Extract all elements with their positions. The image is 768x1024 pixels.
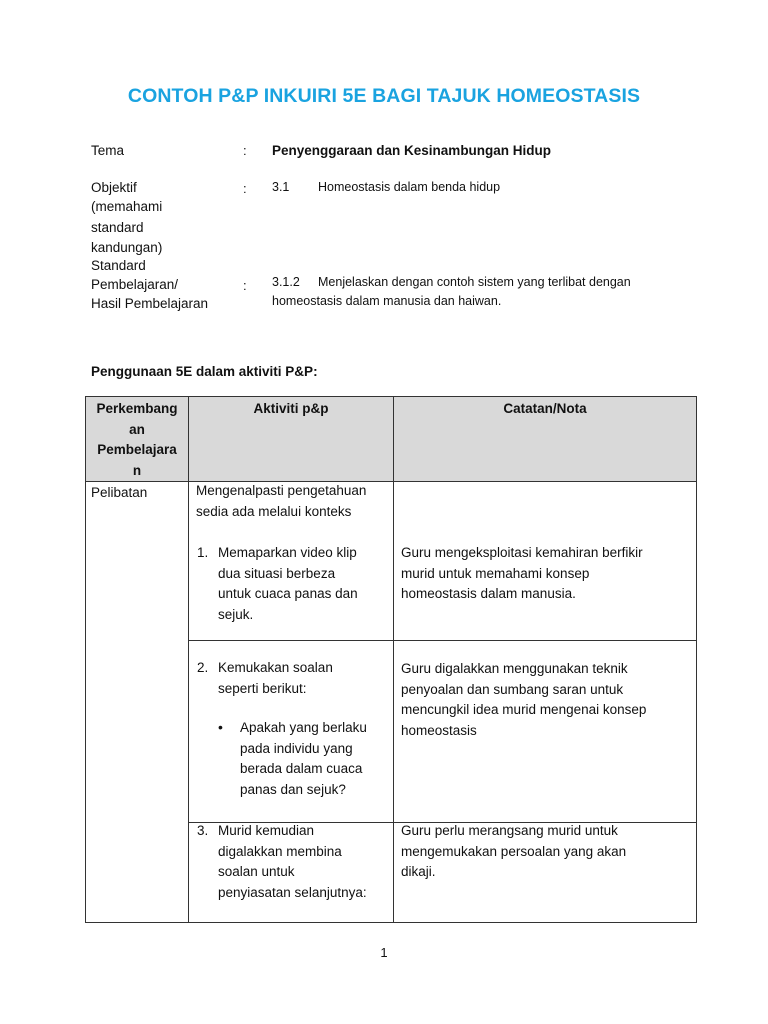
objektif-colon: : — [243, 181, 247, 196]
header-catatan — [394, 397, 697, 482]
note-line: mengemukakan persoalan yang akan — [401, 843, 627, 859]
standard-label-line: Hasil Pembelajaran — [91, 296, 209, 311]
bullet-line: Apakah yang berlaku — [240, 720, 367, 735]
step-line: Kemukakan soalan — [218, 660, 333, 675]
table-row — [86, 482, 697, 641]
page-title: CONTOH P&P INKUIRI 5E BAGI TAJUK HOMEOSTASIS — [127, 85, 641, 107]
step-2-text — [218, 658, 333, 699]
bullet-icon: • — [218, 719, 223, 735]
page-number: 1 — [380, 945, 388, 960]
bullet-line: pada individu yang — [240, 740, 353, 756]
note-cell — [394, 641, 697, 823]
header-line: an — [129, 421, 145, 437]
standard-value-line: Menjelaskan dengan contoh sistem yang terlibat dengan — [318, 275, 631, 289]
header-line: n — [132, 462, 142, 478]
activity-cell — [189, 641, 394, 823]
header-line: Pembelajara — [97, 442, 177, 457]
step-line: penyiasatan selanjutnya: — [218, 884, 367, 900]
step-line: sejuk. — [218, 606, 254, 622]
step-line: untuk cuaca panas dan — [218, 586, 358, 601]
table-header-row — [86, 397, 697, 482]
header-aktiviti — [189, 397, 394, 482]
step-line: Murid kemudian — [218, 823, 315, 838]
header-line: Aktiviti p&p — [253, 401, 329, 416]
note-3-text — [401, 821, 626, 883]
objektif-label-line: standard — [91, 220, 144, 235]
step-2-bullet-text — [240, 718, 367, 800]
step-3-text — [218, 821, 367, 903]
step-line: Memaparkan video klip — [218, 545, 357, 560]
note-line: homeostasis — [401, 722, 477, 738]
standard-colon: : — [243, 278, 247, 293]
activity-table — [85, 396, 697, 923]
step-number: 1. — [197, 545, 209, 560]
objektif-label-line: (memahami — [91, 199, 163, 214]
tema-value: Penyenggaraan dan Kesinambungan Hidup — [272, 143, 552, 158]
objektif-value: Homeostasis dalam benda hidup — [318, 180, 501, 194]
header-line: Catatan/Nota — [503, 401, 587, 416]
step-line: dua situasi berbeza — [218, 565, 336, 581]
objektif-label-line: Objektif — [91, 180, 137, 195]
intro-text — [196, 481, 366, 522]
note-line: homeostasis dalam manusia. — [401, 586, 576, 601]
note-line: murid untuk memahami konsep — [401, 565, 590, 581]
standard-code: 3.1.2 — [272, 275, 300, 289]
step-1-text — [218, 543, 358, 625]
step-number: 2. — [197, 660, 209, 675]
note-line: mencungkil idea murid mengenai konsep — [401, 702, 647, 717]
tema-colon: : — [243, 143, 247, 158]
bullet-line: panas dan sejuk? — [240, 781, 346, 797]
note-1-text — [401, 543, 643, 605]
note-line: Guru perlu merangsang murid untuk — [401, 823, 618, 838]
note-line: dikaji. — [401, 864, 436, 879]
step-line: soalan untuk — [218, 864, 295, 879]
step-number: 3. — [197, 823, 209, 838]
note-cell — [394, 823, 697, 923]
step-line: seperti berikut: — [218, 680, 307, 696]
standard-value-line: homeostasis dalam manusia dan haiwan. — [272, 294, 502, 308]
step-line: digalakkan membina — [218, 843, 342, 859]
intro-line: Mengenalpasti pengetahuan — [196, 483, 367, 498]
tema-label: Tema — [91, 143, 125, 158]
header-perkembangan — [86, 397, 189, 482]
note-cell — [394, 482, 697, 641]
objektif-label-line: kandungan) — [91, 240, 163, 255]
objektif-code: 3.1 — [272, 180, 290, 194]
standard-label-line: Pembelajaran/ — [91, 277, 179, 292]
bullet-line: berada dalam cuaca — [240, 761, 363, 776]
standard-label-line: Standard — [91, 258, 146, 273]
header-line: Perkembang — [96, 401, 178, 416]
activity-cell — [189, 482, 394, 641]
phase-cell — [86, 482, 189, 923]
section-heading: Penggunaan 5E dalam aktiviti P&P: — [91, 364, 318, 379]
note-line: Guru mengeksploitasi kemahiran berfikir — [401, 545, 643, 560]
note-line: Guru digalakkan menggunakan teknik — [401, 661, 628, 676]
note-line: penyoalan dan sumbang saran untuk — [401, 681, 624, 697]
phase-label: Pelibatan — [91, 485, 148, 500]
note-2-text — [401, 659, 646, 741]
intro-line: sedia ada melalui konteks — [196, 503, 352, 519]
activity-cell — [189, 823, 394, 923]
